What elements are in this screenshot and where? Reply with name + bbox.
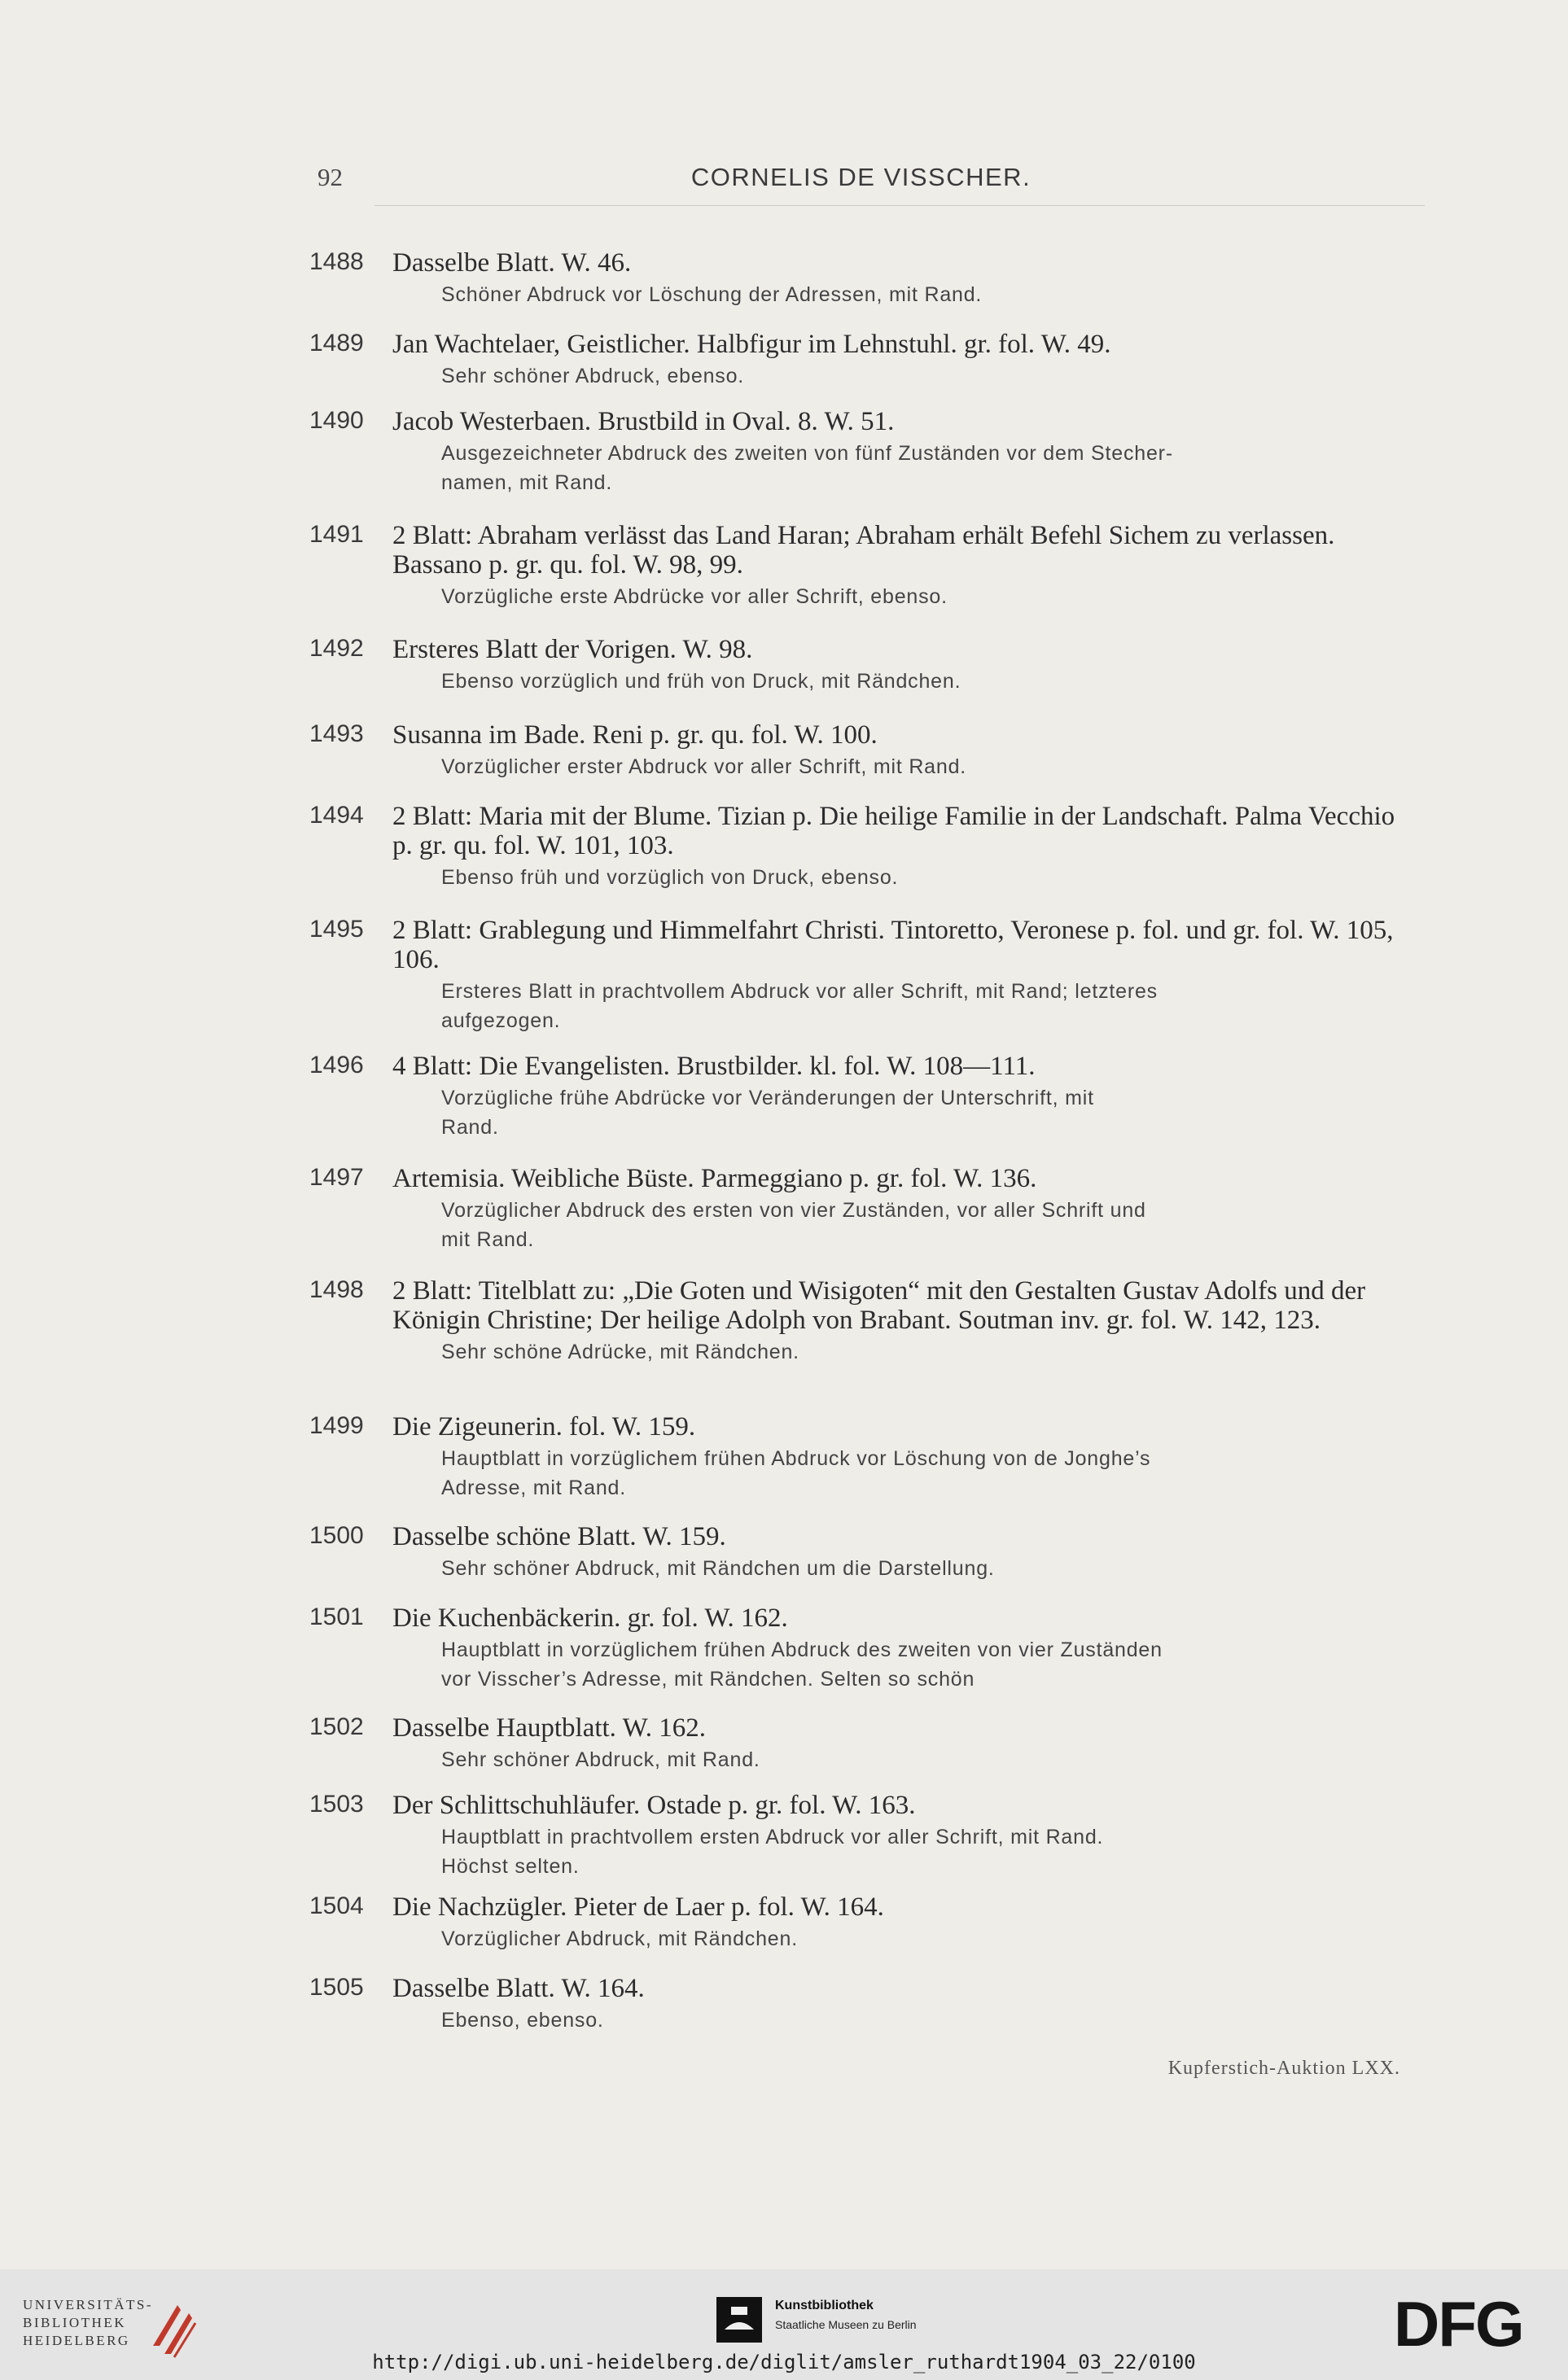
catalog-entry	[309, 1164, 1400, 1254]
entry-number: 1488	[309, 248, 364, 275]
entry-number: 1496	[309, 1052, 364, 1078]
entry-number: 1490	[309, 407, 364, 434]
entry-description: Hauptblatt in vorzüglichem frühen Abdruck des zweiten von vier Zuständen	[441, 1638, 1163, 1661]
entry-description: namen, mit Rand.	[441, 471, 613, 494]
entry-number: 1505	[309, 1974, 364, 2001]
catalog-entry	[309, 521, 1400, 611]
entry-description: Sehr schöne Adrücke, mit Rändchen.	[441, 1341, 799, 1363]
catalog-entry	[309, 916, 1400, 1035]
source-url-link[interactable]: http://digi.ub.uni-heidelberg.de/diglit/amsler_ruthardt1904_03_22/0100	[372, 2351, 1196, 2373]
page-number: 92	[318, 163, 343, 191]
entry-description: Vorzüglicher erster Abdruck vor aller Schrift, mit Rand.	[441, 755, 967, 778]
entry-number: 1503	[309, 1791, 364, 1818]
catalog-footer: Kupferstich-Auktion LXX.	[1167, 2058, 1400, 2079]
entry-title: Dasselbe schöne Blatt. W. 159.	[392, 1522, 726, 1551]
entry-title: 2 Blatt: Titelblatt zu: „Die Goten und Wisigoten“ mit den Gestalten Gustav Adolfs und der Königin Christine; Der heilige Adolph von Brabant. Soutman inv. gr. fol. W. 142, 123.	[392, 1276, 1366, 1335]
entry-title: Der Schlittschuhläufer. Ostade p. gr. fol. W. 163.	[392, 1791, 916, 1820]
entry-description: Schöner Abdruck vor Löschung der Adressen, mit Rand.	[441, 283, 983, 306]
page-header	[318, 163, 1404, 203]
entry-title: Ersteres Blatt der Vorigen. W. 98.	[392, 635, 753, 664]
entry-title: 2 Blatt: Grablegung und Himmelfahrt Christi. Tintoretto, Veronese p. fol. und gr. fol. W. 105, 106.	[392, 916, 1394, 974]
entry-number: 1495	[309, 916, 364, 943]
entry-description: Vorzüglicher Abdruck, mit Rändchen.	[441, 1927, 798, 1950]
entry-number: 1501	[309, 1603, 364, 1630]
entry-description: Sehr schöner Abdruck, mit Rändchen um die Darstellung.	[441, 1557, 995, 1580]
catalog-entry	[309, 330, 1400, 391]
university-logo-line: UNIVERSITÄTS-	[23, 2297, 153, 2312]
entry-description: Ebenso, ebenso.	[441, 2009, 604, 2032]
entry-title: 2 Blatt: Maria mit der Blume. Tizian p. Die heilige Familie in der Landschaft. Palma Vecchio p. gr. qu. fol. W. 101, 103.	[392, 802, 1395, 860]
entry-title: Artemisia. Weibliche Büste. Parmeggiano p. gr. fol. W. 136.	[392, 1164, 1037, 1193]
entry-description: Vorzüglicher Abdruck des ersten von vier Zuständen, vor aller Schrift und	[441, 1199, 1146, 1222]
entry-description: mit Rand.	[441, 1228, 535, 1251]
entry-title: Dasselbe Blatt. W. 46.	[392, 248, 632, 278]
entry-number: 1498	[309, 1276, 364, 1303]
catalog-entry	[309, 407, 1400, 497]
university-logo-line: HEIDELBERG	[23, 2333, 130, 2348]
kunstbibliothek-logo[interactable]	[716, 2289, 977, 2346]
catalog-entry	[309, 248, 1400, 309]
entry-number: 1494	[309, 802, 364, 829]
catalog-entry	[309, 1974, 1400, 2035]
catalog-entry	[309, 1603, 1400, 1694]
catalog-entry	[309, 1713, 1400, 1774]
catalog-entry	[309, 1412, 1400, 1503]
entry-title: 2 Blatt: Abraham verlässt das Land Haran; Abraham erhält Befehl Sichem zu verlassen. Bassano p. gr. qu. fol. W. 98, 99.	[392, 521, 1335, 580]
entry-number: 1500	[309, 1522, 364, 1549]
entry-description: Rand.	[441, 1116, 499, 1139]
entry-title: Jacob Westerbaen. Brustbild in Oval. 8. W. 51.	[392, 407, 895, 436]
entry-description: Ebenso früh und vorzüglich von Druck, ebenso.	[441, 866, 899, 889]
university-logo-line: BIBLIOTHEK	[23, 2315, 126, 2330]
entry-number: 1504	[309, 1892, 364, 1919]
entry-number: 1493	[309, 720, 364, 747]
entry-description: vor Visscher’s Adresse, mit Rändchen. Selten so schön	[441, 1668, 975, 1691]
catalog-entry	[309, 635, 1400, 696]
entry-description: Vorzügliche frühe Abdrücke vor Veränderungen der Unterschrift, mit	[441, 1087, 1094, 1109]
catalog-entry	[309, 1892, 1400, 1953]
catalog-entry	[309, 1052, 1400, 1142]
entry-number: 1491	[309, 521, 364, 548]
entry-description: Höchst selten.	[441, 1855, 580, 1878]
entry-title: Die Nachzügler. Pieter de Laer p. fol. W. 164.	[392, 1892, 884, 1922]
viewer-footer	[0, 2269, 1568, 2380]
entry-description: Ersteres Blatt in prachtvollem Abdruck vor aller Schrift, mit Rand; letzteres	[441, 980, 1158, 1003]
running-title: CORNELIS DE VISSCHER.	[690, 163, 1031, 191]
catalog-entry	[309, 1522, 1400, 1583]
entry-number: 1499	[309, 1412, 364, 1439]
entry-title: Jan Wachtelaer, Geistlicher. Halbfigur im Lehnstuhl. gr. fol. W. 49.	[392, 330, 1111, 359]
entry-description: Vorzügliche erste Abdrücke vor aller Schrift, ebenso.	[441, 585, 948, 608]
header-rule	[374, 205, 1425, 206]
kunstbibliothek-name: Kunstbibliothek	[775, 2299, 874, 2312]
entry-description: Sehr schöner Abdruck, ebenso.	[441, 365, 745, 387]
catalog-entry	[309, 802, 1400, 892]
entry-description: Ausgezeichneter Abdruck des zweiten von fünf Zuständen vor dem Stecher-	[441, 442, 1173, 465]
entry-description: Ebenso vorzüglich und früh von Druck, mit Rändchen.	[441, 670, 961, 693]
university-library-logo[interactable]	[23, 2297, 202, 2354]
entry-description: Hauptblatt in prachtvollem ersten Abdruck vor aller Schrift, mit Rand.	[441, 1826, 1104, 1848]
entry-description: Hauptblatt in vorzüglichem frühen Abdruck vor Löschung von de Jonghe’s	[441, 1447, 1151, 1470]
entry-number: 1492	[309, 635, 364, 662]
catalog-entry	[309, 1276, 1400, 1367]
catalog-entry	[309, 720, 1400, 781]
entry-title: Dasselbe Blatt. W. 164.	[392, 1974, 645, 2003]
entry-title: 4 Blatt: Die Evangelisten. Brustbilder. kl. fol. W. 108—111.	[392, 1052, 1036, 1081]
entry-number: 1502	[309, 1713, 364, 1740]
entry-title: Die Kuchenbäckerin. gr. fol. W. 162.	[392, 1603, 788, 1633]
entry-title: Susanna im Bade. Reni p. gr. qu. fol. W. 100.	[392, 720, 878, 750]
entry-title: Dasselbe Hauptblatt. W. 162.	[392, 1713, 706, 1743]
entry-description: aufgezogen.	[441, 1009, 561, 1032]
entry-title: Die Zigeunerin. fol. W. 159.	[392, 1412, 696, 1442]
entry-description: Sehr schöner Abdruck, mit Rand.	[441, 1748, 760, 1771]
entry-description: Adresse, mit Rand.	[441, 1477, 626, 1499]
kunstbibliothek-mark-icon	[716, 2297, 762, 2343]
entry-number: 1497	[309, 1164, 364, 1191]
catalog-entry	[309, 1791, 1400, 1881]
entry-number: 1489	[309, 330, 364, 357]
kunstbibliothek-subtitle: Staatliche Museen zu Berlin	[775, 2318, 917, 2331]
dfg-logo[interactable]: DFG	[1394, 2288, 1523, 2360]
